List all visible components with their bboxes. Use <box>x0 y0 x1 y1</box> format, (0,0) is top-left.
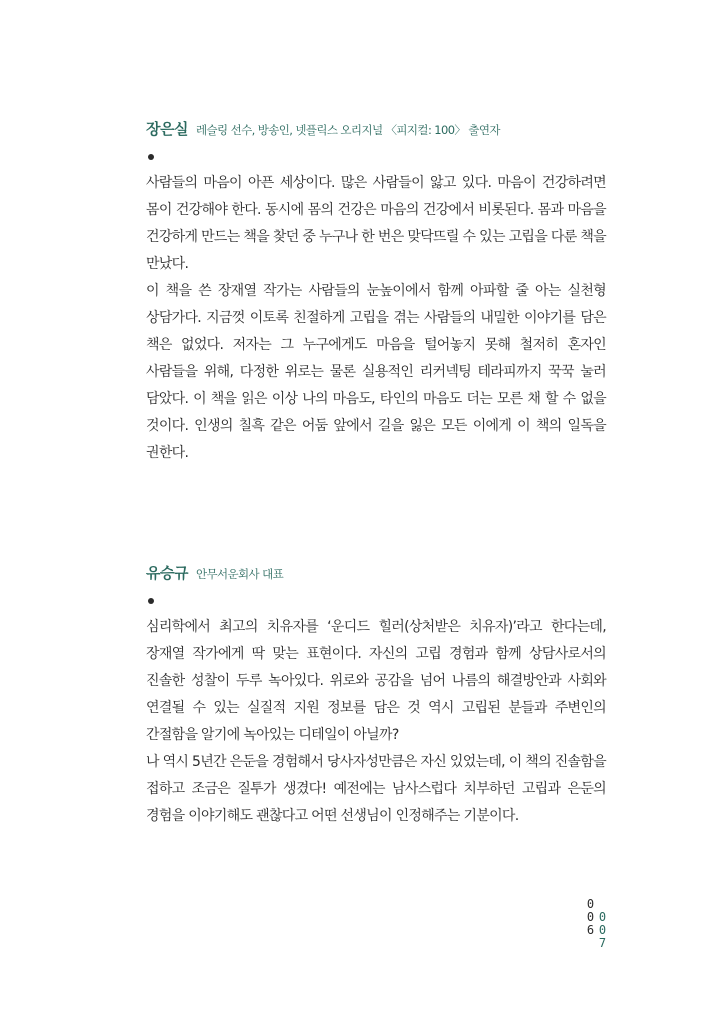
bullet-dot-icon <box>148 598 154 604</box>
endorsement-paragraph: 사람들의 마음이 아픈 세상이다. 많은 사람들이 앓고 있다. 마음이 건강하려면 몸이 건강해야 한다. 동시에 몸의 건강은 마음의 건강에서 비롯된다. 몸과 마음을 건강하게 만드는 책을 찾던 중 누구나 한 번은 맞닥뜨릴 수 있는 고립을 다룬 책을 만났다. <box>146 175 606 272</box>
page-digit: 0 <box>598 910 607 924</box>
endorser-name: 장은실 <box>146 120 188 138</box>
endorsement-1 <box>146 118 606 467</box>
page-digit: 0 <box>586 897 595 911</box>
endorser-name: 유승규 <box>146 564 188 582</box>
page-digit: 0 <box>598 923 607 937</box>
endorsement-paragraph: 심리학에서 최고의 치유자를 ‘운디드 힐러(상처받은 치유자)’라고 한다는데, 장재열 작가에게 딱 맞는 표현이다. 자신의 고립 경험과 함께 상담사로서의 진솔한 성찰이 두루 녹아있다. 위로와 공감을 넘어 나름의 해결방안과 사회와 연결될 수 있는 실질적 지원 정보를 담은 것 역시 고립된 분들과 주변인의 간절함을 알기에 녹아있는 디테일이 아닐까? <box>146 619 606 743</box>
endorser-role: 레슬링 선수, 방송인, 넷플릭스 오리지널 〈피지컬: 100〉 출연자 <box>195 123 500 137</box>
page-digit: 7 <box>598 936 607 950</box>
page-number-left <box>586 898 595 937</box>
page-digit: 0 <box>586 910 595 924</box>
bullet-dot-icon <box>148 154 154 160</box>
endorsement-2 <box>146 562 606 830</box>
endorsement-paragraph: 이 책을 쓴 장재열 작가는 사람들의 눈높이에서 함께 아파할 줄 아는 실천형 상담가다. 지금껏 이토록 친절하게 고립을 겪는 사람들의 내밀한 이야기를 담은 책은 없었다. 저자는 그 누구에게도 마음을 털어놓지 못해 철저히 혼자인 사람들을 위해, 다정한 위로는 물론 실용적인 리커넥팅 테라피까지 꾹꾹 눌러 담았다. 이 책을 읽은 이상 나의 마음도, 타인의 마음도 더는 모른 채 할 수 없을 것이다. 인생의 칠흑 같은 어둠 앞에서 길을 잃은 모든 이에게 이 책의 일독을 권한다. <box>146 283 606 461</box>
page-number-right <box>598 898 607 950</box>
endorsement-paragraph: 나 역시 5년간 은둔을 경험해서 당사자성만큼은 자신 있었는데, 이 책의 진솔함을 접하고 조금은 질투가 생겼다! 예전에는 남사스럽다 치부하던 고립과 은둔의 경험을 이야기해도 괜찮다고 어떤 선생님이 인정해주는 기분이다. <box>146 754 606 824</box>
endorser-header <box>146 562 606 583</box>
endorser-header <box>146 118 606 139</box>
page-digit: 6 <box>586 923 595 937</box>
endorser-role: 안무서운회사 대표 <box>195 567 284 581</box>
